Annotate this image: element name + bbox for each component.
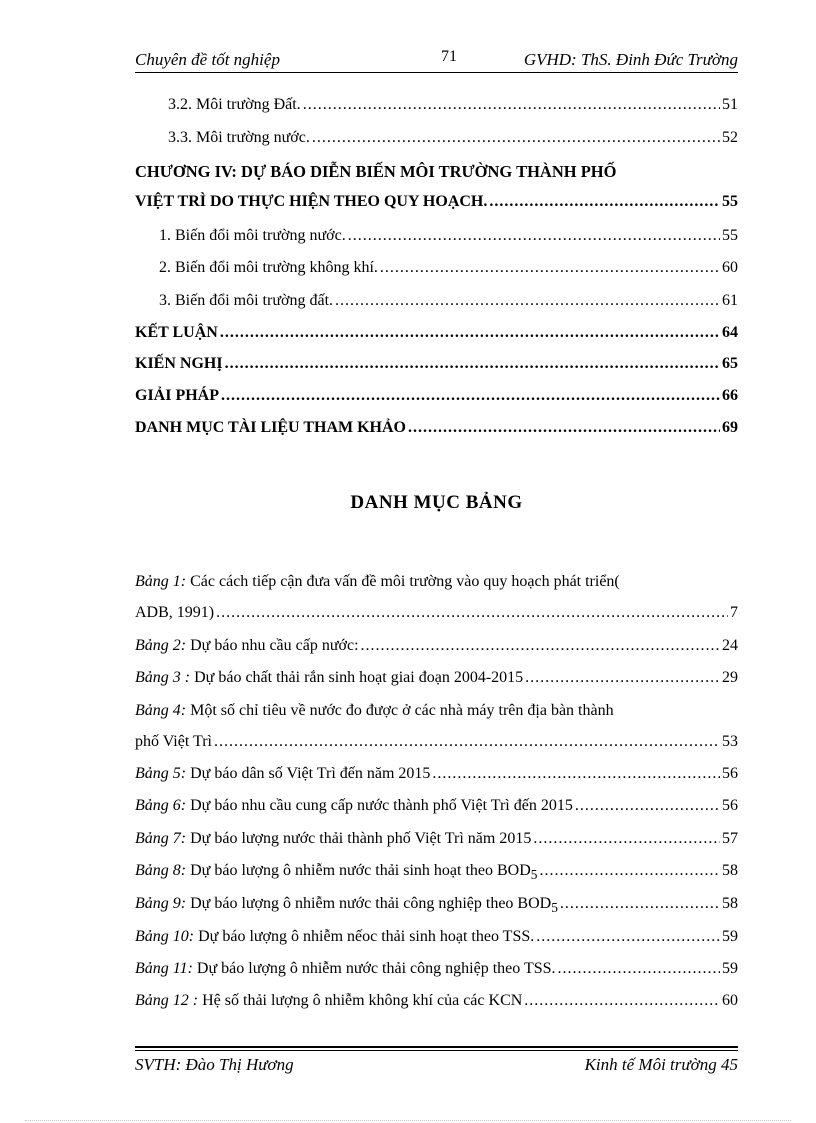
table-entry-page: 7 — [730, 604, 738, 621]
toc-entry-page: 55 — [722, 227, 738, 244]
toc-leader-dots — [536, 928, 720, 946]
subscript-5: 5 — [551, 900, 558, 916]
toc-leader-dots — [312, 129, 720, 147]
table-entry-page: 24 — [722, 637, 738, 654]
table-entry-1[interactable] — [135, 604, 738, 628]
toc-entry-chapter-4[interactable] — [135, 193, 738, 217]
toc-leader-dots — [225, 355, 720, 373]
toc-entry-ket-luan[interactable] — [135, 324, 738, 348]
toc-leader-dots — [348, 227, 720, 245]
table-entry-prefix: Bảng 12 : — [135, 992, 199, 1009]
table-entry-text: Một số chỉ tiêu về nước đo được ở các nhà máy trên địa bàn thành — [186, 702, 614, 719]
header-page-number: 71 — [441, 48, 457, 65]
toc-entry-label: GIẢI PHÁP — [135, 387, 219, 404]
table-entry-text: Dự báo dân số Việt Trì đến năm 2015 — [186, 765, 431, 782]
table-entry-4[interactable] — [135, 733, 738, 757]
table-entry-12[interactable] — [135, 992, 738, 1016]
table-entry-6[interactable] — [135, 797, 738, 821]
page-header — [135, 48, 738, 72]
table-entry-7[interactable] — [135, 830, 738, 854]
table-entry-prefix: Bảng 9: — [135, 895, 187, 912]
toc-entry-references[interactable] — [135, 419, 738, 443]
table-entry-page: 58 — [722, 895, 738, 912]
toc-entry-page: 51 — [722, 96, 738, 113]
table-entry-text: Dự báo chất thải rắn sinh hoạt giai đoạn 2004-2015 — [190, 669, 524, 686]
toc-entry-giai-phap[interactable] — [135, 387, 738, 411]
table-entry-prefix: Bảng 1: — [135, 573, 187, 590]
table-entry-text: Dự báo lượng ô nhiễm nước thải công nghiệp theo TSS. — [192, 960, 556, 977]
table-entry-text: Dự báo lượng nước thải thành phố Việt Trì năm 2015 — [186, 830, 532, 847]
toc-entry[interactable] — [135, 259, 738, 283]
toc-leader-dots — [524, 992, 720, 1010]
toc-entry-label: VIỆT TRÌ DO THỰC HIỆN THEO QUY HOẠCH. — [135, 193, 488, 210]
toc-entry-kien-nghi[interactable] — [135, 355, 738, 379]
toc-leader-dots — [380, 259, 720, 277]
table-entry-text: Các cách tiếp cận đưa vấn đề môi trường vào quy hoạch phát triển( — [186, 573, 620, 590]
header-supervisor: GVHD: ThS. Đinh Đức Trường — [523, 50, 738, 69]
toc-leader-dots — [525, 669, 720, 687]
toc-chapter-4-title-line1[interactable]: CHƯƠNG IV: DỰ BÁO DIỄN BIẾN MÔI TRƯỜNG THÀNH PHỐ — [135, 162, 617, 181]
toc-entry-page: 66 — [722, 387, 738, 404]
toc-entry-page: 60 — [722, 259, 738, 276]
toc-leader-dots — [539, 862, 720, 880]
table-entry-8[interactable] — [135, 862, 738, 886]
toc-entry-page: 52 — [722, 129, 738, 146]
subscript-5: 5 — [530, 867, 538, 883]
table-entry-page: 56 — [722, 797, 738, 814]
toc-entry-label: 2. Biến đổi môi trường không khí. — [159, 259, 378, 276]
table-entry-10[interactable] — [135, 928, 738, 952]
table-entry-page: 58 — [722, 862, 738, 879]
table-entry-1-line1[interactable] — [135, 573, 738, 591]
toc-entry-page: 55 — [722, 193, 738, 210]
toc-entry-label: KẾT LUẬN — [135, 324, 218, 341]
header-rule — [135, 72, 738, 73]
table-entry-text: Dự báo nhu cầu cấp nước: — [186, 637, 359, 654]
toc-entry[interactable] — [135, 227, 738, 251]
table-entry-prefix: Bảng 8: — [135, 862, 187, 879]
table-entry-page: 57 — [722, 830, 738, 847]
toc-leader-dots — [221, 387, 720, 405]
table-entry-text: Hệ số thải lượng ô nhiễm không khí của các KCN — [198, 992, 523, 1009]
toc-leader-dots — [220, 324, 720, 342]
page-edge-divider — [25, 1120, 791, 1121]
table-entry-prefix: Bảng 7: — [135, 830, 187, 847]
table-entry-text: ADB, 1991) — [135, 604, 215, 621]
list-of-tables-title: DANH MỤC BẢNG — [350, 492, 523, 513]
toc-entry-page: 69 — [722, 419, 738, 436]
table-entry-text: Dự báo nhu cầu cung cấp nước thành phố Việt Trì đến 2015 — [186, 797, 573, 814]
table-entry-page: 60 — [722, 992, 738, 1009]
footer-rule-thin — [135, 1050, 738, 1051]
toc-leader-dots — [361, 637, 720, 655]
table-entry-text: phố Việt Trì — [135, 733, 212, 750]
table-entry-11[interactable] — [135, 960, 738, 984]
toc-leader-dots — [558, 960, 720, 978]
table-entry-text: Dự báo lượng ô nhiễm nước thải công nghiệp theo BOD — [186, 895, 552, 912]
toc-leader-dots — [533, 830, 720, 848]
table-entry-prefix: Bảng 11: — [135, 960, 193, 977]
table-entry-prefix: Bảng 10: — [135, 928, 195, 945]
toc-entry-label: 1. Biến đổi môi trường nước. — [159, 227, 346, 244]
toc-entry-label: 3.3. Môi trường nước. — [168, 129, 310, 146]
header-course-title: Chuyên đề tốt nghiệp — [135, 50, 280, 69]
table-entry-3[interactable] — [135, 669, 738, 693]
toc-entry-label: 3.2. Môi trường Đất. — [168, 96, 301, 113]
table-entry-prefix: Bảng 4: — [135, 702, 187, 719]
toc-entry-label: DANH MỤC TÀI LIỆU THAM KHẢO — [135, 419, 406, 436]
toc-leader-dots — [303, 96, 720, 114]
toc-leader-dots — [432, 765, 720, 783]
table-entry-2[interactable] — [135, 637, 738, 661]
footer-rule-thick — [135, 1046, 738, 1048]
toc-entry[interactable] — [135, 292, 738, 316]
table-entry-text: Dự báo lượng ô nhiễm nếoc thải sinh hoạt theo TSS. — [194, 928, 535, 945]
footer-student: SVTH: Đào Thị Hương — [135, 1055, 294, 1074]
footer-class: Kinh tế Môi trường 45 — [584, 1055, 738, 1074]
table-entry-prefix: Bảng 2: — [135, 637, 187, 654]
toc-entry[interactable] — [135, 129, 738, 153]
toc-entry-label: 3. Biến đổi môi trường đất. — [159, 292, 334, 309]
table-entry-5[interactable] — [135, 765, 738, 789]
table-entry-page: 29 — [722, 669, 738, 686]
toc-leader-dots — [575, 797, 720, 815]
table-entry-page: 56 — [722, 765, 738, 782]
toc-entry[interactable] — [135, 96, 738, 120]
table-entry-prefix: Bảng 3 : — [135, 669, 191, 686]
table-entry-page: 59 — [722, 928, 738, 945]
table-entry-4-line1[interactable] — [135, 702, 738, 720]
toc-leader-dots — [560, 895, 720, 913]
table-entry-page: 53 — [722, 733, 738, 750]
toc-entry-page: 61 — [722, 292, 738, 309]
toc-entry-page: 65 — [722, 355, 738, 372]
toc-leader-dots — [489, 193, 720, 211]
table-entry-text: Dự báo lượng ô nhiễm nước thải sinh hoạt theo BOD — [186, 862, 531, 879]
toc-leader-dots — [408, 419, 720, 437]
table-entry-prefix: Bảng 5: — [135, 765, 187, 782]
table-entry-prefix: Bảng 6: — [135, 797, 187, 814]
toc-leader-dots — [335, 292, 720, 310]
toc-entry-label: KIẾN NGHỊ — [135, 355, 223, 372]
toc-entry-page: 64 — [722, 324, 738, 341]
table-entry-page: 59 — [722, 960, 738, 977]
table-entry-9[interactable] — [135, 895, 738, 919]
toc-leader-dots — [216, 604, 728, 622]
toc-leader-dots — [214, 733, 720, 751]
